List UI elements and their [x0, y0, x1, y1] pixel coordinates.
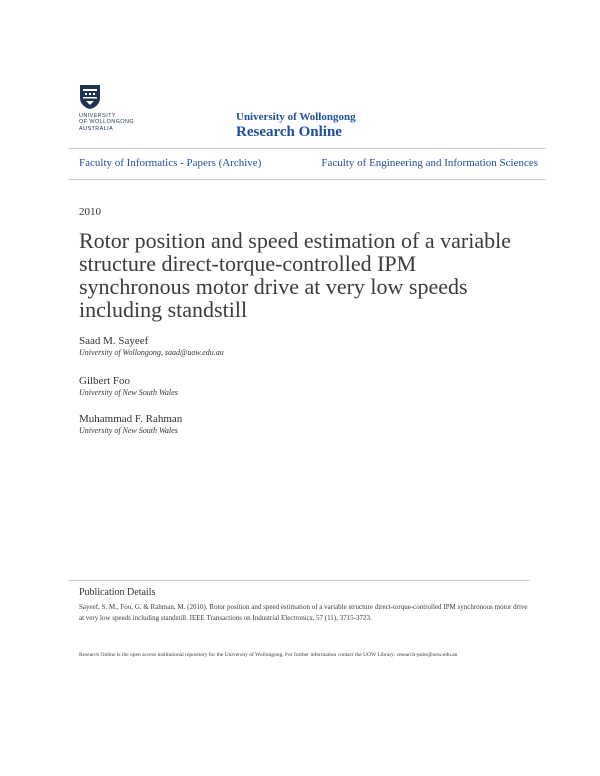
repository-university-link[interactable]: University of Wollongong	[236, 111, 356, 123]
publication-year: 2010	[79, 206, 101, 218]
logo-line: UNIVERSITY	[79, 113, 117, 119]
university-crest-icon	[79, 84, 101, 110]
publication-citation: Sayeef, S. M., Foo, G. & Rahman, M. (2010). Rotor position and speed estimation of a variable structure direct-torque-controlled IPM synchronous motor drive at very low speeds including standstill. IEEE Transactions on Industrial Electronics, 57 (11), 3715-3723.	[79, 603, 528, 622]
publication-details-heading: Publication Details	[79, 587, 156, 598]
logo-line: OF WOLLONGONG	[79, 119, 135, 126]
author-name: Muhammad F. Rahman	[79, 413, 183, 425]
author-block	[79, 374, 178, 398]
divider	[68, 179, 546, 180]
repository-footer: Research Online is the open access institutional repository for the University of Wollongong. For further information contact the UOW Library: research-pubs@uow.edu.au	[79, 652, 458, 658]
logo-wordmark	[79, 113, 134, 132]
author-name: Saad M. Sayeef	[79, 335, 149, 347]
logo-line: AUSTRALIA	[79, 125, 114, 132]
author-affiliation: University of New South Wales	[79, 426, 178, 435]
author-affiliation: University of New South Wales	[79, 388, 178, 397]
paper-title: Rotor position and speed estimation of a variable structure direct-torque-controlled IPM synchronous motor drive at very low speeds including standstill	[79, 228, 511, 322]
divider	[68, 580, 530, 581]
author-block	[79, 412, 182, 436]
divider	[68, 148, 546, 149]
series-link-engineering[interactable]: Faculty of Engineering and Information Sciences	[321, 157, 538, 169]
series-link-informatics[interactable]: Faculty of Informatics - Papers (Archive)	[79, 157, 262, 169]
author-name: Gilbert Foo	[79, 375, 131, 387]
university-logo	[79, 84, 149, 136]
repository-name-link[interactable]: Research Online	[236, 124, 342, 140]
author-affiliation: University of Wollongong, saad@uow.edu.au	[79, 348, 224, 357]
author-block	[79, 334, 224, 358]
